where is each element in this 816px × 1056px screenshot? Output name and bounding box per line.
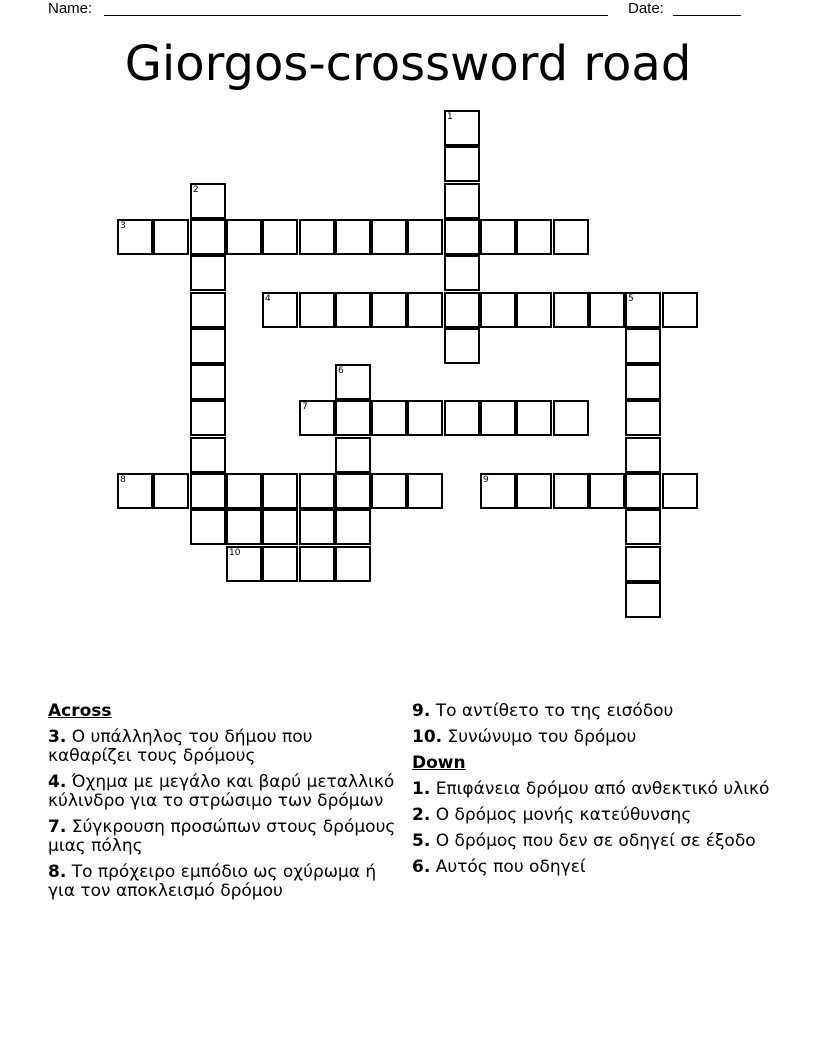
clue-across-3: 3. Ο υπάλληλος του δήμου που καθαρίζει τους δρόμους xyxy=(48,727,313,766)
grid-cell[interactable] xyxy=(625,437,661,473)
clue-number: 9 xyxy=(483,475,489,485)
grid-cell[interactable] xyxy=(625,582,661,618)
grid-cell[interactable] xyxy=(516,400,552,436)
grid-cell[interactable] xyxy=(335,546,371,582)
grid-cell[interactable] xyxy=(335,437,371,473)
grid-cell[interactable] xyxy=(516,219,552,255)
grid-cell[interactable] xyxy=(444,219,480,255)
grid-cell[interactable] xyxy=(262,292,298,328)
date-label: Date: xyxy=(628,0,664,17)
grid-cell[interactable] xyxy=(371,219,407,255)
name-label: Name: xyxy=(48,0,93,17)
grid-cell[interactable] xyxy=(407,219,443,255)
clue-across-10: 10. Συνώνυμο του δρόμου xyxy=(412,727,637,747)
grid-cell[interactable] xyxy=(516,473,552,509)
grid-cell[interactable] xyxy=(153,219,189,255)
down-heading: Down xyxy=(412,753,466,773)
grid-cell[interactable] xyxy=(262,219,298,255)
grid-cell[interactable] xyxy=(444,110,480,146)
grid-cell[interactable] xyxy=(299,509,335,545)
clue-number: 3 xyxy=(120,221,126,231)
grid-cell[interactable] xyxy=(444,400,480,436)
grid-cell[interactable] xyxy=(662,292,698,328)
grid-cell[interactable] xyxy=(335,219,371,255)
grid-cell[interactable] xyxy=(480,400,516,436)
grid-cell[interactable] xyxy=(553,219,589,255)
page-title: Giorgos-crossword road xyxy=(124,36,692,92)
grid-cell[interactable] xyxy=(117,219,153,255)
grid-cell[interactable] xyxy=(117,473,153,509)
grid-cell[interactable] xyxy=(335,364,371,400)
clues-right-column xyxy=(412,702,772,884)
grid-cell[interactable] xyxy=(625,473,661,509)
grid-cell[interactable] xyxy=(625,364,661,400)
clue-number: 1 xyxy=(447,112,453,122)
grid-cell[interactable] xyxy=(589,292,625,328)
clue-across-7: 7. Σύγκρουση προσώπων στους δρόμους μιας πόλης xyxy=(48,817,396,856)
grid-cell[interactable] xyxy=(371,292,407,328)
grid-cell[interactable] xyxy=(444,292,480,328)
grid-cell[interactable] xyxy=(444,183,480,219)
grid-cell[interactable] xyxy=(625,400,661,436)
clue-down-6: 6. Αυτός που οδηγεί xyxy=(412,857,586,877)
grid-cell[interactable] xyxy=(153,473,189,509)
grid-cell[interactable] xyxy=(190,292,226,328)
grid-cell[interactable] xyxy=(407,292,443,328)
clue-across-9: 9. Το αντίθετο το της εισόδου xyxy=(412,701,674,721)
clue-number: 7 xyxy=(302,402,308,412)
grid-cell[interactable] xyxy=(190,219,226,255)
grid-cell[interactable] xyxy=(299,400,335,436)
grid-cell[interactable] xyxy=(625,328,661,364)
grid-cell[interactable] xyxy=(335,473,371,509)
grid-cell[interactable] xyxy=(190,328,226,364)
grid-cell[interactable] xyxy=(480,473,516,509)
clue-down-2: 2. Ο δρόμος μονής κατεύθυνσης xyxy=(412,805,692,825)
grid-cell[interactable] xyxy=(190,437,226,473)
grid-cell[interactable] xyxy=(516,292,552,328)
grid-cell[interactable] xyxy=(589,473,625,509)
grid-cell[interactable] xyxy=(226,546,262,582)
grid-cell[interactable] xyxy=(262,509,298,545)
grid-cell[interactable] xyxy=(190,400,226,436)
clue-number: 8 xyxy=(120,475,126,485)
grid-cell[interactable] xyxy=(444,328,480,364)
grid-cell[interactable] xyxy=(262,546,298,582)
grid-cell[interactable] xyxy=(299,546,335,582)
grid-cell[interactable] xyxy=(299,219,335,255)
grid-cell[interactable] xyxy=(299,292,335,328)
grid-cell[interactable] xyxy=(553,292,589,328)
grid-cell[interactable] xyxy=(335,509,371,545)
grid-cell[interactable] xyxy=(444,255,480,291)
grid-cell[interactable] xyxy=(335,292,371,328)
grid-cell[interactable] xyxy=(480,292,516,328)
grid-cell[interactable] xyxy=(226,219,262,255)
grid-cell[interactable] xyxy=(190,183,226,219)
grid-cell[interactable] xyxy=(407,473,443,509)
grid-cell[interactable] xyxy=(480,219,516,255)
grid-cell[interactable] xyxy=(625,292,661,328)
grid-cell[interactable] xyxy=(226,509,262,545)
grid-cell[interactable] xyxy=(262,473,298,509)
grid-cell[interactable] xyxy=(625,509,661,545)
across-heading: Across xyxy=(48,701,112,721)
clue-across-8: 8. Το πρόχειρο εμπόδιο ως οχύρωμα ή για τον αποκλεισμό δρόμου xyxy=(48,862,377,901)
clue-number: 5 xyxy=(628,294,634,304)
grid-cell[interactable] xyxy=(190,473,226,509)
grid-cell[interactable] xyxy=(299,473,335,509)
grid-cell[interactable] xyxy=(335,400,371,436)
clue-down-5: 5. Ο δρόμος που δεν σε οδηγεί σε έξοδο xyxy=(412,831,756,851)
clues-left-column xyxy=(48,702,398,908)
grid-cell[interactable] xyxy=(371,400,407,436)
grid-cell[interactable] xyxy=(662,473,698,509)
clue-number: 2 xyxy=(193,185,199,195)
grid-cell[interactable] xyxy=(553,400,589,436)
grid-cell[interactable] xyxy=(190,509,226,545)
clue-down-1: 1. Επιφάνεια δρόμου από ανθεκτικό υλικό xyxy=(412,779,770,799)
clue-number: 6 xyxy=(338,366,344,376)
clue-number: 4 xyxy=(265,294,271,304)
grid-cell[interactable] xyxy=(444,146,480,182)
grid-cell[interactable] xyxy=(371,473,407,509)
grid-cell[interactable] xyxy=(553,473,589,509)
clue-number: 10 xyxy=(229,548,241,558)
grid-cell[interactable] xyxy=(625,546,661,582)
grid-cell[interactable] xyxy=(407,400,443,436)
grid-cell[interactable] xyxy=(190,255,226,291)
grid-cell[interactable] xyxy=(226,473,262,509)
grid-cell[interactable] xyxy=(190,364,226,400)
clue-across-4: 4. Όχημα με μεγάλο και βαρύ μεταλλικό κύλινδρο για το στρώσιμο των δρόμων xyxy=(48,772,395,811)
